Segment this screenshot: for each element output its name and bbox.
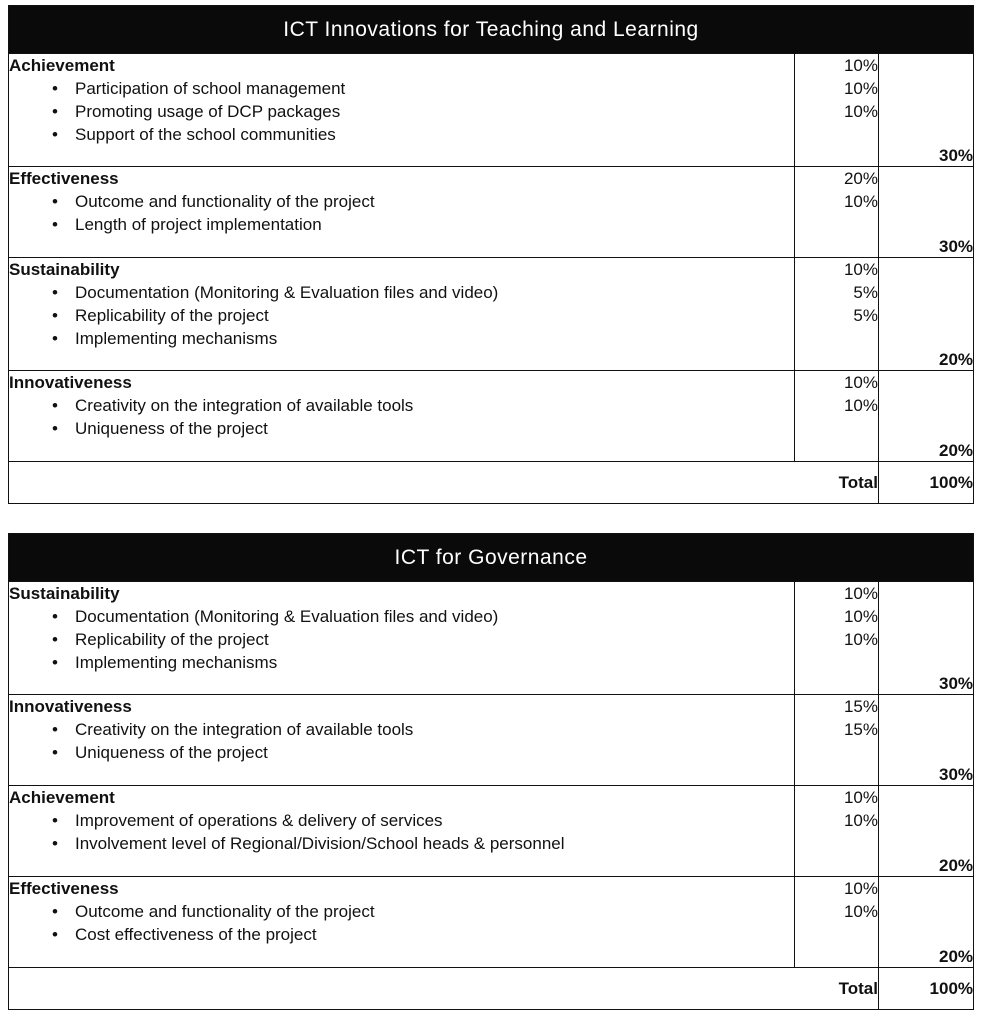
- total-value: 100%: [879, 968, 974, 1010]
- section-subtotal: 20%: [879, 371, 974, 462]
- section-subtotal: 30%: [879, 695, 974, 786]
- criterion-weight: 10%: [843, 79, 878, 98]
- criterion-label: Replicability of the project: [75, 306, 269, 325]
- bullet-icon: •: [52, 607, 58, 626]
- criterion-weight: 10%: [843, 584, 878, 603]
- criterion-label: Replicability of the project: [75, 630, 269, 649]
- criterion-label: Documentation (Monitoring & Evaluation files and video): [75, 607, 499, 626]
- bullet-icon: •: [52, 306, 58, 325]
- criterion-item: [9, 832, 794, 855]
- criterion-label: Uniqueness of the project: [75, 743, 268, 762]
- criterion-item: [9, 741, 794, 764]
- criteria-section: [9, 786, 974, 877]
- bullet-icon: •: [52, 834, 58, 853]
- criterion-label: Uniqueness of the project: [75, 419, 268, 438]
- criterion-label: Promoting usage of DCP packages: [75, 102, 341, 121]
- bullet-icon: •: [52, 653, 58, 672]
- criterion-weight: 10%: [843, 630, 878, 649]
- total-spacer: [9, 462, 795, 504]
- total-row: [9, 968, 974, 1010]
- bullet-icon: •: [52, 79, 58, 98]
- section-subtotal: 30%: [879, 54, 974, 167]
- criterion-label: Cost effectiveness of the project: [75, 925, 317, 944]
- bullet-icon: •: [52, 215, 58, 234]
- criterion-weight: 10%: [843, 811, 878, 830]
- category-heading: Achievement: [9, 788, 115, 807]
- total-row: [9, 462, 974, 504]
- bullet-icon: •: [52, 902, 58, 921]
- criterion-item: [9, 628, 794, 651]
- category-heading: Innovativeness: [9, 373, 132, 392]
- criterion-weight: 5%: [853, 283, 878, 302]
- bullet-icon: •: [52, 102, 58, 121]
- bullet-icon: •: [52, 720, 58, 739]
- bullet-icon: •: [52, 925, 58, 944]
- table-title: ICT Innovations for Teaching and Learning: [9, 6, 974, 54]
- criterion-item: [9, 809, 794, 832]
- criterion-weight: 10%: [843, 396, 878, 415]
- section-subtotal: 20%: [879, 786, 974, 877]
- criterion-weight: 10%: [843, 788, 878, 807]
- criteria-section: [9, 371, 974, 462]
- criteria-section: [9, 695, 974, 786]
- criterion-label: Creativity on the integration of available tools: [75, 720, 414, 739]
- criterion-label: Participation of school management: [75, 79, 346, 98]
- criterion-item: [9, 417, 794, 440]
- bullet-icon: •: [52, 396, 58, 415]
- category-heading: Effectiveness: [9, 879, 119, 898]
- total-value: 100%: [879, 462, 974, 504]
- criterion-label: Implementing mechanisms: [75, 329, 278, 348]
- category-heading: Achievement: [9, 56, 115, 75]
- criterion-item: [9, 900, 794, 923]
- category-heading: Effectiveness: [9, 169, 119, 188]
- criterion-item: [9, 123, 794, 146]
- criterion-weight: 10%: [843, 102, 878, 121]
- criteria-section: [9, 54, 974, 167]
- total-label: Total: [795, 462, 879, 504]
- table-title: ICT for Governance: [9, 534, 974, 582]
- section-subtotal: 30%: [879, 167, 974, 258]
- criterion-weight: 15%: [843, 720, 878, 739]
- total-label: Total: [795, 968, 879, 1010]
- category-heading: Sustainability: [9, 260, 120, 279]
- criterion-item: [9, 190, 794, 213]
- criterion-label: Creativity on the integration of available tools: [75, 396, 414, 415]
- bullet-icon: •: [52, 630, 58, 649]
- section-subtotal: 20%: [879, 258, 974, 371]
- bullet-icon: •: [52, 192, 58, 211]
- criterion-weight: 10%: [843, 879, 878, 898]
- criterion-item: [9, 923, 794, 946]
- rubric-table-governance: [8, 533, 974, 1010]
- criterion-weight: 5%: [853, 306, 878, 325]
- criterion-weight: 15%: [843, 697, 878, 716]
- criterion-label: Implementing mechanisms: [75, 653, 278, 672]
- criteria-section: [9, 582, 974, 695]
- criteria-section: [9, 258, 974, 371]
- bullet-icon: •: [52, 743, 58, 762]
- section-subtotal: 20%: [879, 877, 974, 968]
- rubric-table-teaching-learning: [8, 5, 974, 504]
- criterion-label: Length of project implementation: [75, 215, 322, 234]
- criterion-label: Outcome and functionality of the project: [75, 192, 375, 211]
- criterion-item: [9, 281, 794, 304]
- total-spacer: [9, 968, 795, 1010]
- criterion-item: [9, 213, 794, 236]
- category-heading: Innovativeness: [9, 697, 132, 716]
- criterion-item: [9, 327, 794, 350]
- criterion-weight: 10%: [843, 260, 878, 279]
- criterion-weight: 20%: [843, 169, 878, 188]
- criteria-section: [9, 877, 974, 968]
- criterion-item: [9, 651, 794, 674]
- criterion-item: [9, 394, 794, 417]
- criterion-label: Improvement of operations & delivery of services: [75, 811, 443, 830]
- criterion-item: [9, 718, 794, 741]
- category-heading: Sustainability: [9, 584, 120, 603]
- criterion-item: [9, 304, 794, 327]
- criterion-weight: 10%: [843, 373, 878, 392]
- criterion-label: Involvement level of Regional/Division/School heads & personnel: [75, 834, 565, 853]
- bullet-icon: •: [52, 283, 58, 302]
- criterion-item: [9, 605, 794, 628]
- criterion-label: Support of the school communities: [75, 125, 336, 144]
- criterion-weight: 10%: [843, 56, 878, 75]
- bullet-icon: •: [52, 419, 58, 438]
- criterion-weight: 10%: [843, 607, 878, 626]
- criterion-weight: 10%: [843, 902, 878, 921]
- criterion-item: [9, 100, 794, 123]
- criterion-item: [9, 77, 794, 100]
- bullet-icon: •: [52, 125, 58, 144]
- criteria-section: [9, 167, 974, 258]
- bullet-icon: •: [52, 329, 58, 348]
- bullet-icon: •: [52, 811, 58, 830]
- criterion-label: Documentation (Monitoring & Evaluation files and video): [75, 283, 499, 302]
- criterion-label: Outcome and functionality of the project: [75, 902, 375, 921]
- criterion-weight: 10%: [843, 192, 878, 211]
- section-subtotal: 30%: [879, 582, 974, 695]
